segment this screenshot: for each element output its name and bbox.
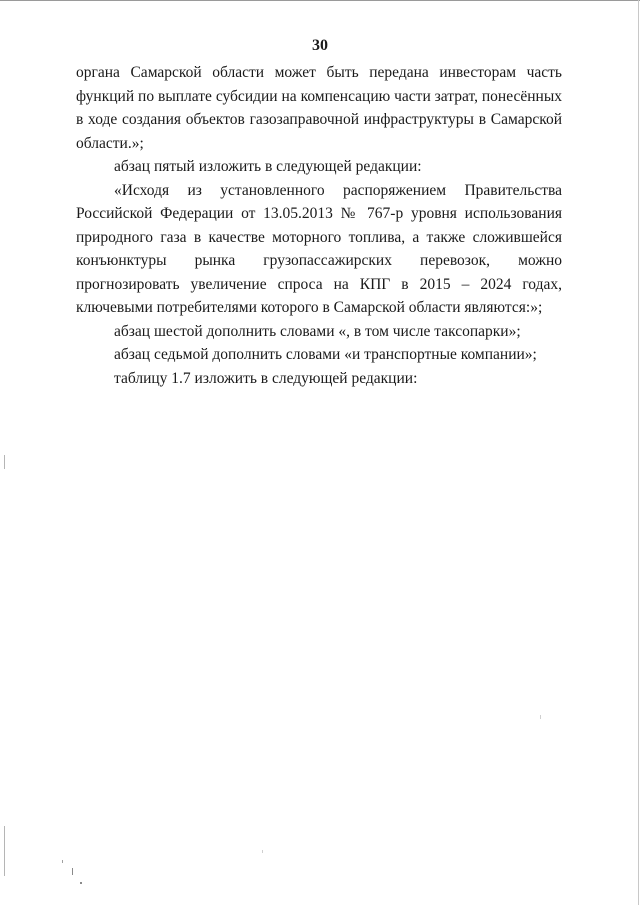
document-body	[76, 61, 562, 390]
paragraph-continuation: органа Самарской области может быть передана инвесторам часть функций по выплате субсидии на компенсацию части затрат, понесённых в ходе создания объектов газозаправочной инфраструктуры в Самарской области.»;	[76, 64, 562, 152]
page-number: 30	[312, 37, 328, 54]
paragraph-amendment-seventh: абзац седьмой дополнить словами «и транспортные компании»;	[114, 346, 537, 363]
paragraph-amendment-fifth: абзац пятый изложить в следующей редакции:	[114, 158, 422, 175]
paragraph-table-amendment: таблицу 1.7 изложить в следующей редакции:	[114, 369, 418, 387]
scan-artifact	[4, 455, 5, 469]
scan-top-edge	[0, 0, 640, 1]
scan-artifact	[262, 850, 263, 853]
scan-artifact	[80, 882, 82, 884]
scan-artifact	[540, 715, 541, 719]
scan-right-edge	[638, 0, 639, 905]
scan-artifact	[4, 826, 5, 876]
paragraph-quoted-text: «Исходя из установленного распоряжением Правительства Российской Федерации от 13.05.2013 № 767-р уровня использования природного газа в качестве моторного топлива, а также сложившейся конъюнктуры рынка грузопассажирских перевозок, можно прогнозировать увеличение спроса на КПГ в 2015 – 2024 годах, ключевыми потребителями которого в Самарской области являются:»;	[76, 181, 562, 316]
scan-artifact	[72, 868, 73, 875]
scan-artifact	[62, 860, 63, 863]
paragraph-amendment-sixth: абзац шестой дополнить словами «, в том числе таксопарки»;	[114, 322, 521, 340]
